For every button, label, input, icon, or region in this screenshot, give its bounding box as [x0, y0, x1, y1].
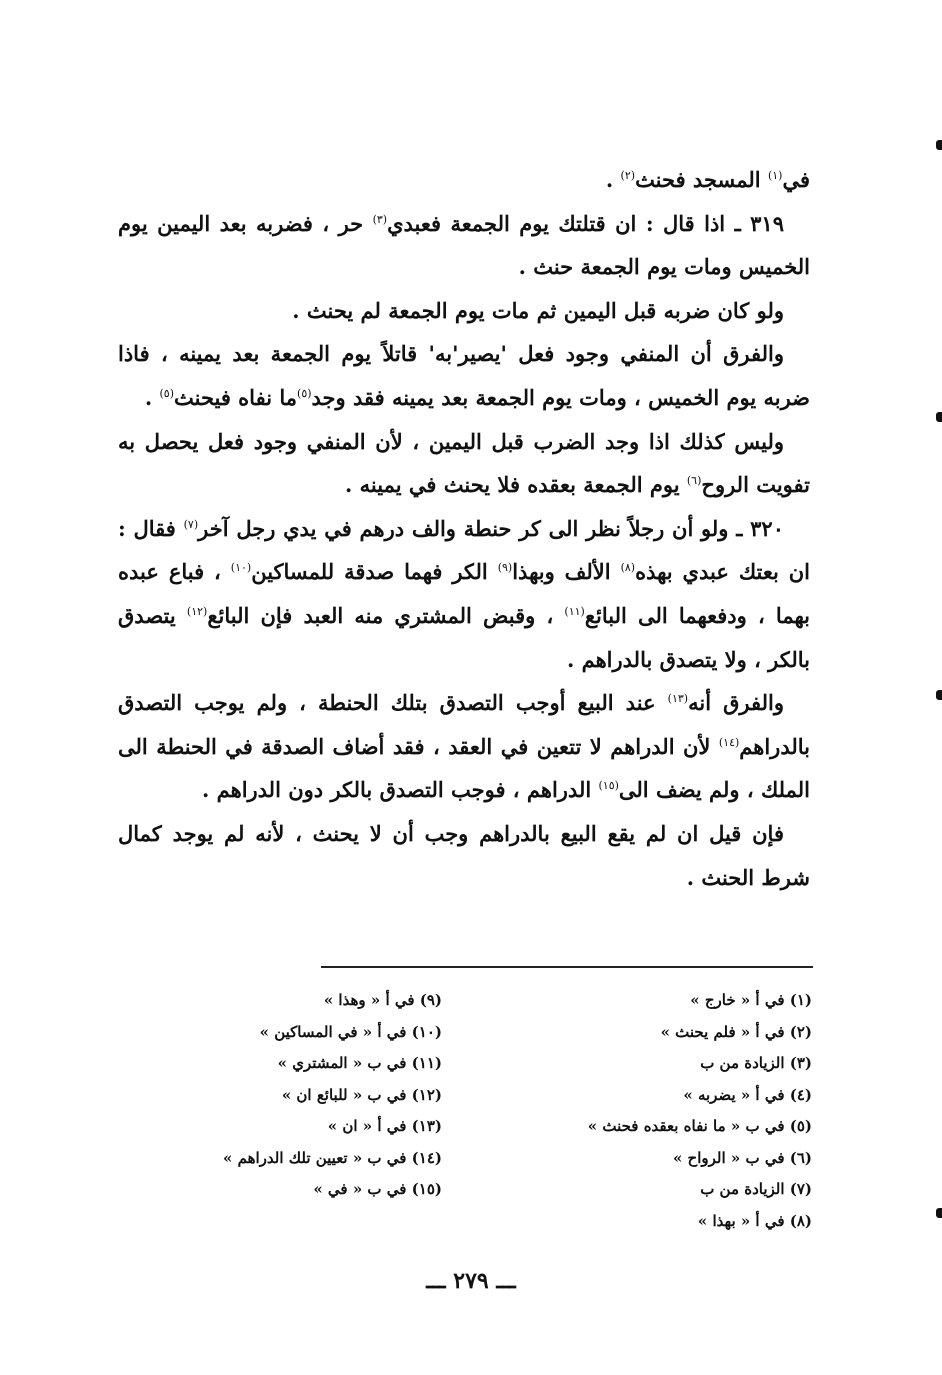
footnote-item: (١٥) في ب « في »	[313, 1180, 442, 1198]
footnote-item: (١) في أ « خارج »	[690, 991, 812, 1009]
text-run: ـ ولو أن رجلاً نظر الى كر حنطة والف درهم في يدي رجل آخر	[198, 515, 751, 541]
footnote-item: (٤) في أ « يضربه »	[683, 1085, 812, 1104]
text-run: عند البيع أوجب التصدق بتلك الحنطة ، ولم يوجب التصدق بالدراهم	[118, 690, 810, 759]
footnote-item: (١٠) في أ « في المساكين »	[259, 1022, 442, 1041]
footnote-ref: (٣)	[372, 212, 388, 226]
paragraph	[118, 202, 810, 289]
text-run: والفرق أنه	[688, 690, 784, 716]
text-run: الكر فهما صدقة للمساكين	[251, 559, 498, 585]
paragraph	[118, 812, 810, 899]
footnote-item: (٧) الزيادة من ب	[700, 1180, 812, 1198]
text-run: ، وقبض المشتري منه العبد فإن البائع	[207, 602, 565, 628]
footnote-item: (١٣) في أ « ان »	[327, 1117, 442, 1135]
footnote-ref: (١٤)	[718, 735, 740, 749]
footnote-item: (٨) في أ « بهذا »	[697, 1211, 812, 1230]
edge-mark	[936, 140, 942, 150]
footnote-ref: (٧)	[183, 517, 199, 531]
edge-mark	[936, 690, 942, 700]
text-run: فإن قيل ان لم يقع البيع بالدراهم وجب أن لا يحنث ، لأنه لم يوجد كمال شرط الحنث .	[118, 820, 810, 890]
text-run: ـ اذا قال : ان قتلتك يوم الجمعة فعبدي	[387, 210, 751, 236]
footnotes-left-column	[182, 985, 442, 1206]
footnote-item: (٥) في ب « ما نفاه بعقده فحنث »	[587, 1117, 812, 1135]
footnote-ref: (١٠)	[230, 561, 252, 575]
section-number: ٣١٩	[750, 210, 784, 236]
footnote-divider	[321, 966, 813, 968]
text-run: الدراهم ، فوجب التصدق بالكر دون الدراهم .	[202, 777, 599, 803]
paragraph	[118, 158, 810, 202]
footnote-item: (١٢) في ب « للبائع ان »	[281, 1085, 442, 1104]
footnotes-right-column	[552, 985, 812, 1237]
paragraph	[118, 420, 810, 507]
footnote-ref: (٦)	[686, 474, 702, 488]
text-run: وليس كذلك اذا وجد الضرب قبل اليمين ، لأن المنفي وجود فعل يحصل به تفويت الروح	[118, 428, 810, 498]
text-run: يتصدق بالكر ، ولا يتصدق بالدراهم .	[118, 602, 810, 672]
text-run: في	[782, 167, 810, 192]
footnote-ref: (٨)	[620, 561, 636, 575]
edge-mark	[936, 1208, 942, 1218]
edge-mark	[936, 412, 942, 422]
footnote-item: (٩) في أ « وهذا »	[323, 991, 442, 1009]
text-run: ولو كان ضربه قبل اليمين ثم مات يوم الجمعة لم يحنث .	[292, 297, 784, 323]
text-run: .	[144, 384, 160, 410]
footnote-ref: (١٥)	[598, 779, 619, 793]
text-run: فقال : ان بعتك عبدي بهذه	[118, 515, 811, 585]
text-run: لأن الدراهم لا تتعين في العقد ، فقد أضاف الصدقة في الحنطة الى الملك ، ولم يضف الى	[118, 733, 810, 803]
text-run: .	[605, 167, 621, 192]
text-run: والفرق أن المنفي وجود فعل 'يصير'به' قاتلاً يوم الجمعة بعد يمينه ، فاذا ضربه يوم الخميس ، ومات يوم الجمعة بعد يمينه فقد وجد	[118, 341, 810, 410]
paragraph	[118, 332, 810, 419]
footnote-ref: (١٣)	[667, 692, 689, 706]
footnote-item: (١٤) في ب « تعيين تلك الدراهم »	[222, 1148, 442, 1167]
footnote-item: (٦) في ب « الرواح »	[672, 1148, 812, 1167]
text-run: يوم الجمعة بعقده فلا يحنث في يمينه .	[345, 472, 687, 498]
page-number: ـــ ٢٧٩ ـــ	[426, 1268, 516, 1294]
main-text	[118, 158, 810, 899]
footnote-ref: (١)	[767, 169, 783, 182]
footnote-ref: (٩)	[497, 561, 513, 575]
text-run: حر ، فضربه بعد اليمين يوم الخميس ومات يوم الجمعة حنث .	[118, 210, 810, 280]
footnote-ref: (٢)	[620, 169, 636, 182]
text-run: المسجد فحنث	[635, 167, 768, 192]
footnote-item: (٢) في أ « فلم يحنث »	[660, 1022, 812, 1041]
paragraph	[118, 289, 810, 333]
section-number: ٣٢٠	[750, 515, 784, 541]
footnote-ref: (٥)	[297, 386, 312, 400]
footnote-item: (٣) الزيادة من ب	[700, 1054, 812, 1072]
footnote-ref: (١١)	[564, 604, 585, 618]
footnote-ref: (٥)	[159, 386, 174, 400]
text-run: ما نفاه فيحنث	[173, 384, 298, 410]
paragraph	[118, 681, 810, 812]
text-run: الألف وبهذا	[512, 559, 621, 585]
footnote-item: (١١) في ب « المشتري »	[277, 1054, 442, 1072]
paragraph	[118, 507, 810, 681]
footnote-ref: (١٢)	[186, 604, 208, 618]
text-run: ، فباع عبده بهما ، ودفعهما الى البائع	[118, 559, 810, 628]
